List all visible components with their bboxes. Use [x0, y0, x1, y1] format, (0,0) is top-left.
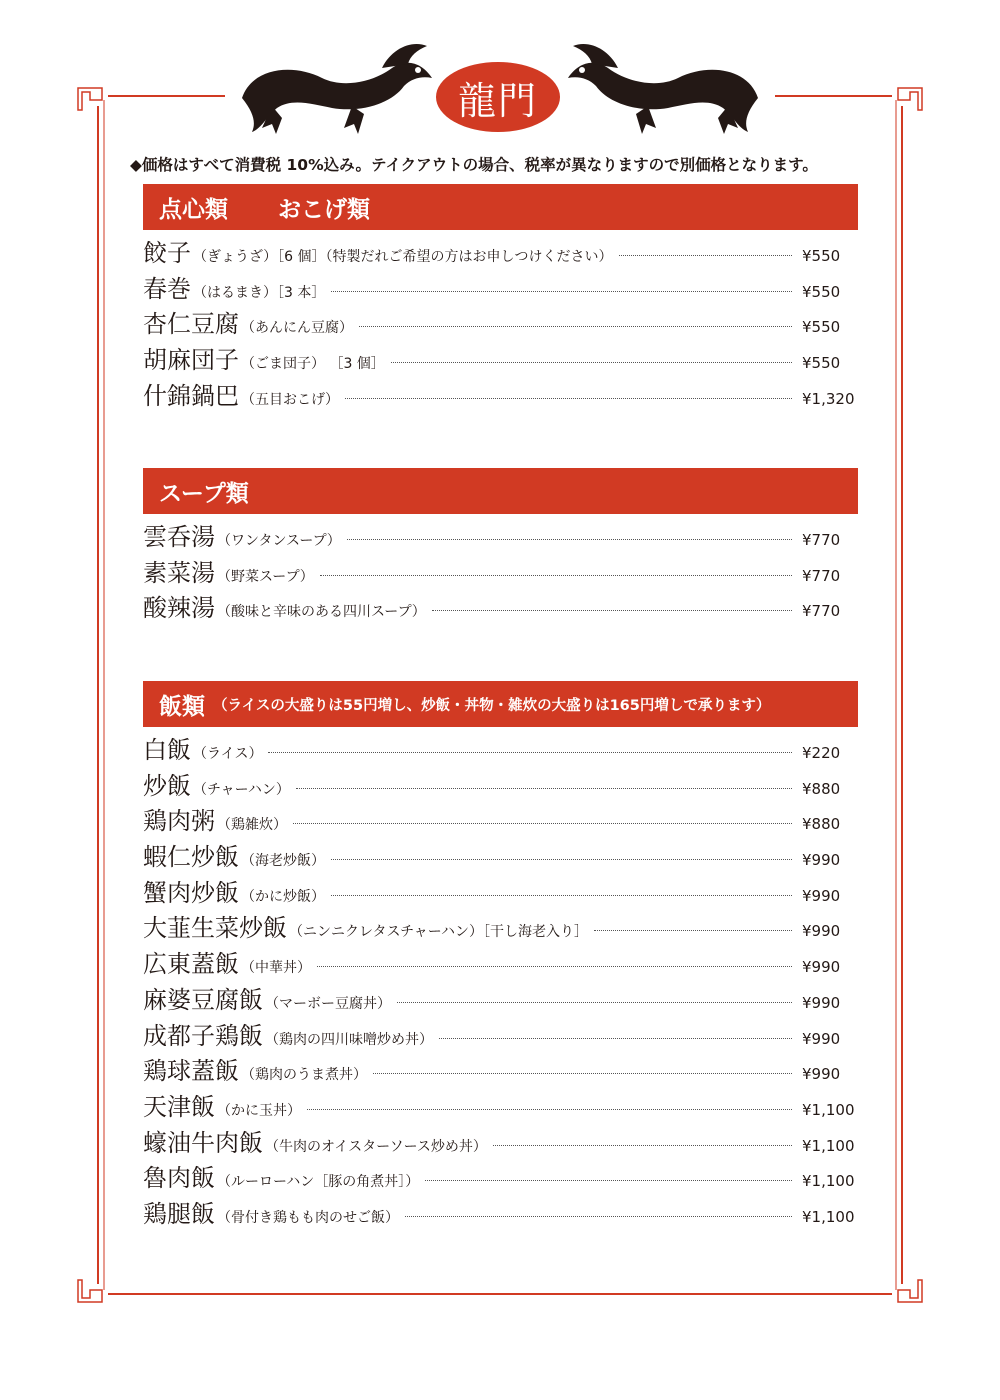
- item-name: 杏仁豆腐: [143, 310, 239, 339]
- dot-leader: [268, 752, 792, 753]
- item-price: ¥990: [802, 1029, 841, 1048]
- menu-item: [143, 730, 858, 766]
- dot-leader: [293, 823, 792, 824]
- item-name: 麻婆豆腐飯: [143, 985, 263, 1014]
- menu-item: [143, 233, 858, 269]
- dot-leader: [331, 291, 792, 292]
- item-price: ¥550: [802, 282, 841, 301]
- menu-item: [143, 553, 858, 589]
- item-name: 雲呑湯: [143, 523, 215, 551]
- item-price: ¥990: [802, 993, 841, 1012]
- item-price: ¥1,100: [802, 1207, 855, 1226]
- dragon-icon: [558, 28, 768, 138]
- item-desc: （ごま団子） ［3 個］: [241, 356, 385, 373]
- section-title: 点心類: [159, 196, 228, 223]
- section-rice: [143, 681, 858, 1230]
- section-note: （ライスの大盛りは55円増し、炒飯・丼物・雑炊の大盛りは165円増しで承ります）: [213, 697, 771, 714]
- item-desc: （五目おこげ）: [241, 391, 339, 408]
- dot-leader: [425, 1180, 792, 1181]
- menu-item: [143, 873, 858, 909]
- menu-item: [143, 376, 858, 412]
- dot-leader: [391, 362, 792, 363]
- menu-item: [143, 801, 858, 837]
- item-desc: （かに炒飯）: [241, 888, 325, 905]
- dot-leader: [307, 1109, 792, 1110]
- item-price: ¥1,320: [802, 389, 855, 408]
- menu-item: [143, 588, 858, 624]
- item-desc: （あんにん豆腐）: [241, 320, 353, 337]
- menu-item: [143, 837, 858, 873]
- section-header: [143, 468, 858, 514]
- menu-item: [143, 1123, 858, 1159]
- item-desc: （鶏雑炊）: [217, 817, 287, 834]
- item-price: ¥990: [802, 1065, 841, 1084]
- item-desc: （酸味と辛味のある四川スープ）: [217, 604, 426, 621]
- item-name: 蠔油牛肉飯: [143, 1128, 263, 1157]
- menu-item: [143, 1087, 858, 1123]
- dot-leader: [347, 539, 792, 540]
- item-name: 成都子鶏飯: [143, 1021, 263, 1050]
- item-desc: （海老炒飯）: [241, 853, 325, 870]
- item-price: ¥990: [802, 886, 841, 905]
- dot-leader: [397, 1002, 792, 1003]
- item-desc: （骨付き鶏もも肉のせご飯）: [217, 1209, 399, 1226]
- item-desc: （中華丼）: [241, 960, 311, 977]
- item-desc: （ワンタンスープ）: [217, 533, 341, 549]
- item-desc: （かに玉丼）: [217, 1102, 301, 1119]
- item-desc: （ルーローハン［豚の角煮丼］）: [217, 1174, 420, 1191]
- menu-item: [143, 766, 858, 802]
- menu-item: [143, 304, 858, 340]
- item-desc: （ライス）: [193, 746, 263, 762]
- item-desc: （マーボー豆腐丼）: [265, 995, 391, 1012]
- item-price: ¥990: [802, 958, 841, 977]
- dot-leader: [493, 1145, 792, 1146]
- section-dimsum: [143, 184, 858, 411]
- dot-leader: [619, 255, 793, 256]
- dot-leader: [439, 1038, 792, 1039]
- item-name: 魯肉飯: [143, 1164, 215, 1193]
- dot-leader: [331, 895, 792, 896]
- section-title: スープ類: [159, 480, 249, 507]
- item-desc: （牛肉のオイスターソース炒め丼）: [265, 1138, 487, 1155]
- item-price: ¥990: [802, 922, 841, 941]
- item-name: 餃子: [143, 239, 191, 267]
- item-name: 大韮生菜炒飯: [143, 914, 287, 943]
- item-price: ¥1,100: [802, 1100, 855, 1119]
- item-name: 炒飯: [143, 771, 191, 800]
- menu-item: [143, 1194, 858, 1230]
- menu-list: [143, 517, 858, 624]
- item-price: ¥990: [802, 851, 841, 870]
- menu-item: [143, 1016, 858, 1052]
- tax-notice: ◆価格はすべて消費税 10%込み。テイクアウトの場合、税率が異なりますので別価格となります。: [130, 156, 818, 174]
- item-name: 鶏球蓋飯: [143, 1057, 239, 1086]
- dot-leader: [359, 326, 792, 327]
- section-title: 飯類: [159, 693, 205, 720]
- item-name: 天津飯: [143, 1092, 215, 1121]
- dot-leader: [296, 788, 792, 789]
- menu-item: [143, 908, 858, 944]
- item-name: 春巻: [143, 274, 191, 303]
- item-desc: （ニンニクレタスチャーハン）［干し海老入り］: [289, 924, 589, 941]
- item-desc: （チャーハン）: [193, 781, 290, 798]
- menu-list: [143, 233, 858, 411]
- menu-item: [143, 340, 858, 376]
- item-name: 酸辣湯: [143, 594, 215, 623]
- section-title-secondary: おこげ類: [278, 196, 370, 223]
- item-name: 鶏腿飯: [143, 1199, 215, 1228]
- item-price: ¥880: [802, 779, 841, 798]
- item-desc: （鶏肉の四川味噌炒め丼）: [265, 1031, 433, 1048]
- menu-item: [143, 944, 858, 980]
- item-desc: （鶏肉のうま煮丼）: [241, 1067, 367, 1084]
- item-name: 胡麻団子: [143, 346, 239, 375]
- menu-item: [143, 1051, 858, 1087]
- item-name: 素菜湯: [143, 558, 215, 587]
- item-price: ¥770: [802, 602, 841, 621]
- item-price: ¥550: [802, 318, 841, 337]
- item-name: 白飯: [143, 736, 191, 764]
- item-price: ¥550: [802, 354, 841, 373]
- item-price: ¥220: [802, 744, 841, 762]
- section-header: [143, 184, 858, 230]
- dot-leader: [317, 966, 792, 967]
- dot-leader: [373, 1073, 792, 1074]
- dot-leader: [405, 1216, 792, 1217]
- item-desc: （ぎょうざ）［6 個］（特製だれご希望の方はお申しつけください）: [193, 249, 613, 265]
- item-name: 什錦鍋巴: [143, 381, 239, 410]
- dragon-icon: [232, 28, 442, 138]
- menu-item: [143, 517, 858, 553]
- item-name: 蟹肉炒飯: [143, 878, 239, 907]
- brand-logo: 龍門: [436, 62, 560, 132]
- item-price: ¥770: [802, 531, 841, 549]
- item-desc: （はるまき）［3 本］: [193, 284, 326, 301]
- dot-leader: [331, 859, 792, 860]
- item-price: ¥1,100: [802, 1136, 855, 1155]
- menu-item: [143, 269, 858, 305]
- section-header: [143, 681, 858, 727]
- item-name: 蝦仁炒飯: [143, 843, 239, 872]
- dot-leader: [320, 575, 792, 576]
- item-name: 広東蓋飯: [143, 950, 239, 979]
- item-name: 鶏肉粥: [143, 807, 215, 836]
- menu-item: [143, 1158, 858, 1194]
- item-price: ¥880: [802, 815, 841, 834]
- item-desc: （野菜スープ）: [217, 568, 314, 585]
- item-price: ¥770: [802, 566, 841, 585]
- dot-leader: [345, 398, 792, 399]
- item-price: ¥550: [802, 247, 841, 265]
- dot-leader: [594, 930, 792, 931]
- dot-leader: [432, 610, 792, 611]
- menu-item: [143, 980, 858, 1016]
- item-price: ¥1,100: [802, 1172, 855, 1191]
- section-soup: [143, 468, 858, 624]
- menu-list: [143, 730, 858, 1230]
